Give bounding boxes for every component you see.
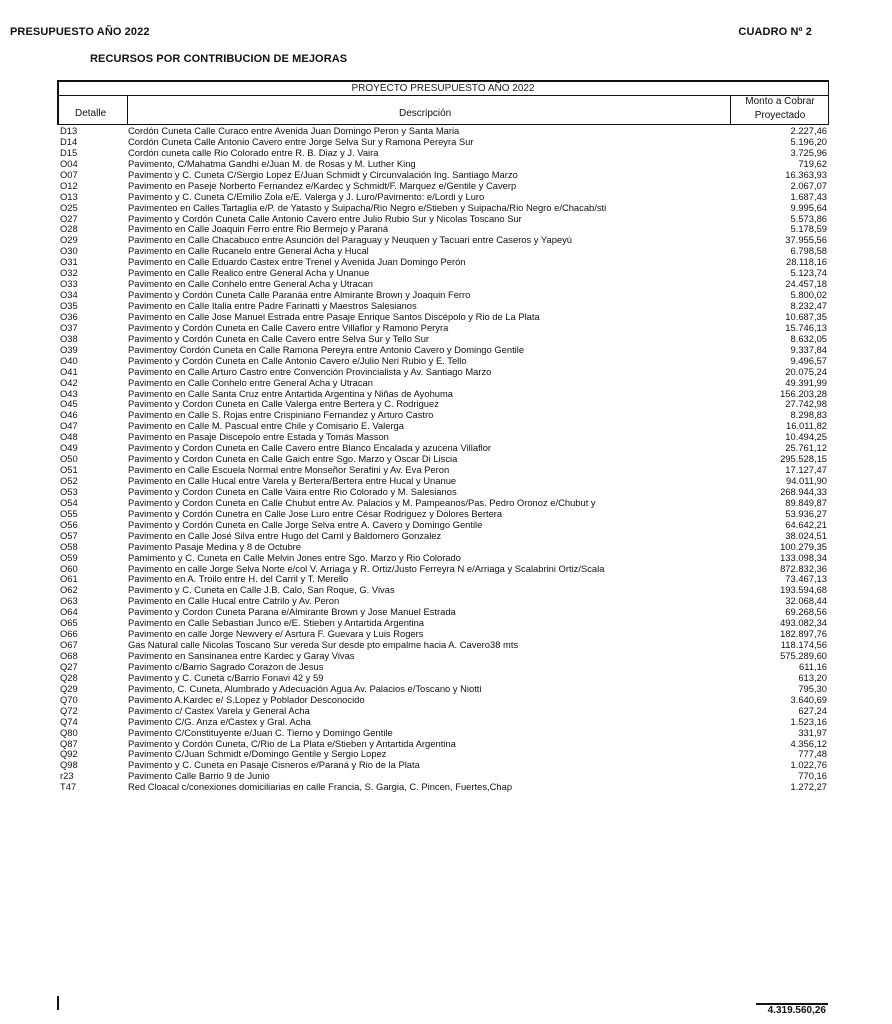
row-amount: 25.761,12 <box>785 442 827 454</box>
row-code: O58 <box>60 540 78 552</box>
row-description: Pavimento C/Constituyente e/Juan C. Tierno y Domingo Gentile <box>128 726 393 738</box>
row-code: O55 <box>60 507 78 519</box>
row-amount: 613,20 <box>798 671 827 683</box>
table-row <box>0 191 892 202</box>
row-description: Pavimenteo en Calles Tartaglia e/P. de Yatasto y Suipacha/Rio Negro e/Stieben y Suipacha/Rio Negro e/Chacab/sti <box>128 201 607 213</box>
table-row <box>0 781 892 792</box>
row-code: O66 <box>60 628 78 640</box>
table-row <box>0 475 892 486</box>
table-row <box>0 333 892 344</box>
table-row <box>0 650 892 661</box>
row-amount: 64.642,21 <box>785 518 827 530</box>
table-row <box>0 486 892 497</box>
row-code: O46 <box>60 409 78 421</box>
row-description: Pamimento y C. Cuneta en Calle Melvin Jones entre Sgo. Marzo y Rio Colorado <box>128 551 461 563</box>
page-title: PRESUPUESTO AÑO 2022 <box>10 26 150 38</box>
row-amount: 69.268,56 <box>785 606 827 618</box>
row-amount: 193.594,68 <box>780 584 827 596</box>
table-row <box>0 738 892 749</box>
row-description: Pavimento y Cordon Cuneta en Calle Cavero entre Blanco Encalada y azucena Villaflor <box>128 442 492 454</box>
row-description: Pavimento A.Kardec e/ S.Lopez y Poblador Desconocido <box>128 693 365 705</box>
row-amount: 1.523,16 <box>790 715 827 727</box>
row-code: O50 <box>60 453 78 465</box>
row-code: O25 <box>60 201 78 213</box>
row-amount: 1.022,76 <box>790 759 827 771</box>
row-code: O63 <box>60 595 78 607</box>
row-description: Pavimento en Calle Realico entre General Acha y Unanue <box>128 267 370 279</box>
table-row <box>0 311 892 322</box>
row-description: Pavimento, C. Cuneta, Alumbrado y Adecuación Agua Av. Palacios e/Toscano y Niotti <box>128 682 482 694</box>
row-amount: 6.798,58 <box>790 245 827 257</box>
table-row <box>0 442 892 453</box>
row-code: O39 <box>60 343 78 355</box>
column-header-descripcion: Descripción <box>399 108 452 119</box>
table-row <box>0 595 892 606</box>
row-description: Pavimento en Calle Eduardo Castex entre Trenel y Avenida Juan Domingo Perón <box>128 256 466 268</box>
row-description: Pavimento en Calle Hucal entre Varela y Bertera/Bertera entre Hucal y Unanue <box>128 475 457 486</box>
table-row <box>0 639 892 650</box>
table-row <box>0 563 892 574</box>
total-amount: 4.319.560,26 <box>767 1005 826 1016</box>
row-amount: 9.995,64 <box>790 201 827 213</box>
row-amount: 493.082,34 <box>780 617 827 629</box>
end-rule <box>57 996 59 1010</box>
cuadro-label: CUADRO Nº 2 <box>738 26 812 38</box>
row-amount: 2.067,07 <box>790 179 827 191</box>
row-amount: 28.118,16 <box>785 256 827 268</box>
row-amount: 20.075,24 <box>785 365 827 377</box>
row-code: D15 <box>60 146 78 158</box>
row-description: Pavimento en Calle Escuela Normal entre Monseñor Serafini y Av. Eva Peron <box>128 464 450 476</box>
row-code: Q92 <box>60 748 78 760</box>
row-code: O51 <box>60 464 78 476</box>
row-amount: 16.011,82 <box>785 420 827 432</box>
row-amount: 872.832,36 <box>780 562 827 574</box>
row-amount: 9.337,84 <box>790 343 827 355</box>
table-row <box>0 748 892 759</box>
row-amount: 295.528,15 <box>780 453 827 465</box>
table-row <box>0 213 892 224</box>
row-description: Pavimento C/G. Anza e/Castex y Gral. Acha <box>128 715 311 727</box>
row-description: Pavimento c/ Castex Varela y General Acha <box>128 704 310 716</box>
row-amount: 770,16 <box>798 770 827 782</box>
table-body <box>0 125 892 792</box>
row-code: O65 <box>60 617 78 629</box>
row-description: Pavimento y C. Cuneta en Pasaje Cisneros e/Paraná y Rio de la Plata <box>128 759 420 771</box>
row-code: O59 <box>60 551 78 563</box>
row-amount: 8.232,47 <box>790 300 827 311</box>
row-amount: 53.936,27 <box>785 507 827 519</box>
row-code: O54 <box>60 496 78 508</box>
row-code: O61 <box>60 573 78 585</box>
table-row <box>0 289 892 300</box>
table-row <box>0 223 892 234</box>
row-code: O28 <box>60 223 78 235</box>
row-amount: 611,16 <box>799 660 827 672</box>
row-amount: 5.178,59 <box>790 223 827 235</box>
row-code: O62 <box>60 584 78 596</box>
row-description: Pavimento en Calle M. Pascual entre Chile y Comisario E. Valerga <box>128 420 404 432</box>
row-description: Pavimento en Calle S. Rojas entre Crispiniano Fernandez y Arturo Castro <box>128 409 434 421</box>
row-code: Q70 <box>60 693 78 705</box>
row-description: Pavimento en calle Jorge Selva Norte e/col V. Arriaga y R. Ortiz/Justo Ferreyra N e/Arriaga y Scalabrini Ortiz/Scala <box>128 562 605 574</box>
row-amount: 32.068,44 <box>785 595 827 607</box>
row-description: Pavimento y Cordon Cuneta Parana e/Almirante Brown y Jose Manuel Estrada <box>128 606 456 618</box>
table-row <box>0 344 892 355</box>
row-description: Pavimento en Calle José Silva entre Hugo del Carril y Baldomero Gonzalez <box>128 529 442 541</box>
row-description: Pavimento y C. Cuneta en Calle J.B. Calo, San Roque, G. Vivas <box>128 584 395 596</box>
row-code: O64 <box>60 606 78 618</box>
table-row <box>0 147 892 158</box>
row-amount: 24.457,18 <box>785 278 827 290</box>
row-description: Pavimento y Cordon Cuneta en Calle Vaira entre Rio Colorado y M. Salesianos <box>128 485 457 497</box>
row-amount: 5.196,20 <box>790 135 827 147</box>
row-code: O41 <box>60 365 78 377</box>
row-code: O45 <box>60 398 78 410</box>
row-description: Pavimento c/Barrio Sagrado Corazon de Jesus <box>128 660 324 672</box>
row-description: Pavimento en Calle Chacabuco entre Asunción del Paraguay y Neuquen y Tacuari entre Caseros y Yapeyú <box>128 234 573 246</box>
row-amount: 94.011,90 <box>785 475 827 486</box>
table-row <box>0 180 892 191</box>
row-description: Pavimento y Cordón Cuneta en Calle Cavero entre Villaflor y Ramono Peryra <box>128 321 449 333</box>
table-row <box>0 377 892 388</box>
row-description: Pavimento y C. Cuneta C/Sergio Lopez E/Juan Schmidt y Circunvalación Ing. Santiago Marzo <box>128 168 518 180</box>
table-row <box>0 431 892 442</box>
table-row <box>0 169 892 180</box>
row-code: O67 <box>60 639 78 651</box>
row-amount: 15.746,13 <box>785 321 827 333</box>
row-description: Pavimento y Cordón Cuneta, C/Rio de La Plata e/Stieben y Antartida Argentina <box>128 737 456 749</box>
row-description: Pavimentoy Cordón Cuneta en Calle Ramona Pereyra entre Antonio Cavero y Domingo Gentile <box>128 343 525 355</box>
table-row <box>0 541 892 552</box>
row-description: Pavimento en Calle Arturo Castro entre Convención Provincialista y Av. Santiago Marzo <box>128 365 492 377</box>
row-description: Pavimento en Pasaje Discepolo entre Estada y Tomás Masson <box>128 431 389 443</box>
table-row <box>0 519 892 530</box>
row-code: Q74 <box>60 715 78 727</box>
row-amount: 1.687,43 <box>790 190 827 202</box>
row-code: r23 <box>60 770 74 782</box>
row-amount: 27.742,98 <box>785 398 827 410</box>
table-row <box>0 278 892 289</box>
table-row <box>0 672 892 683</box>
row-code: O36 <box>60 310 78 322</box>
row-amount: 719,62 <box>798 157 827 169</box>
row-amount: 575.289,60 <box>780 650 827 661</box>
table-row <box>0 234 892 245</box>
row-description: Pavimento en Calle Hucal entre Catrilo y Av. Peron <box>128 595 340 607</box>
row-description: Pavimento en Calle Conhelo entre General Acha y Utracan <box>128 376 373 388</box>
row-amount: 118.174,56 <box>780 639 827 651</box>
row-code: O30 <box>60 245 78 257</box>
row-code: O52 <box>60 475 78 486</box>
table-row <box>0 770 892 781</box>
row-amount: 5.800,02 <box>790 289 827 301</box>
row-amount: 8.298,83 <box>790 409 827 421</box>
table-row <box>0 202 892 213</box>
row-code: O04 <box>60 157 78 169</box>
row-description: Pavimento y Cordón Cuneta en Calle Antonio Cavero e/Julio Neri Rubio y E. Tello <box>128 354 467 366</box>
column-header-monto-line2: Proyectado <box>754 110 806 121</box>
row-code: O57 <box>60 529 78 541</box>
row-code: Q28 <box>60 671 78 683</box>
row-code: O53 <box>60 485 78 497</box>
row-description: Pavimento y Cordón Cuneta en Calle Jorge Selva entre A. Cavero y Domingo Gentile <box>128 518 483 530</box>
row-description: Cordón Cuneta Calle Curaco entre Avenida Juan Domingo Peron y Santa Maria <box>128 125 460 136</box>
row-description: Pavimento en Calle Jose Manuel Estrada entre Pasaje Enrique Santos Discépolo y Rio de La Plata <box>128 310 540 322</box>
row-description: Gas Natural calle Nicolas Toscano Sur vereda Sur desde pto empalme hacia A. Cavero38 mts <box>128 639 519 651</box>
row-code: O38 <box>60 332 78 344</box>
row-description: Pavimento y Cordon Cuneta en Calle Valerga entre Bertera y C. Rodriguez <box>128 398 439 410</box>
row-code: T47 <box>60 781 77 793</box>
table-row <box>0 497 892 508</box>
row-code: O29 <box>60 234 78 246</box>
row-code: O48 <box>60 431 78 443</box>
table-row <box>0 508 892 519</box>
row-code: Q80 <box>60 726 78 738</box>
table-row <box>0 606 892 617</box>
row-amount: 10.687,35 <box>785 310 827 322</box>
table-row <box>0 705 892 716</box>
row-code: O43 <box>60 387 78 399</box>
row-description: Pavimento en Calle Rucanelo entre General Acha y Hucal <box>128 245 369 257</box>
row-amount: 9.496,57 <box>790 354 827 366</box>
row-amount: 73.467,13 <box>785 573 827 585</box>
table-row <box>0 409 892 420</box>
row-amount: 268.944,33 <box>780 485 827 497</box>
row-description: Pavimento y Cordón Cuneta Calle Paranáa entre Almirante Brown y Joaquin Ferro <box>128 289 471 301</box>
row-amount: 182.897,76 <box>780 628 827 640</box>
table-row <box>0 628 892 639</box>
table-row <box>0 716 892 727</box>
row-amount: 4.356,12 <box>790 737 827 749</box>
table-row <box>0 322 892 333</box>
row-description: Pavimento en Sansinanea entre Kardec y Garay Vivas <box>128 650 355 661</box>
row-code: O07 <box>60 168 78 180</box>
table-row <box>0 267 892 278</box>
row-code: O49 <box>60 442 78 454</box>
row-code: Q87 <box>60 737 78 749</box>
row-description: Pavimento en Paseje Norberto Fernandez e/Kardec y Schmidt/F. Marquez e/Gentile y Caverp <box>128 179 517 191</box>
column-header-monto <box>731 96 829 122</box>
row-code: O47 <box>60 420 78 432</box>
table-row <box>0 617 892 628</box>
table-row <box>0 355 892 366</box>
table-row <box>0 366 892 377</box>
row-code: O37 <box>60 321 78 333</box>
row-description: Pavimento en A. Troilo entre H. del Carril y T. Merello <box>128 573 349 585</box>
row-code: O35 <box>60 300 78 311</box>
row-amount: 795,30 <box>798 682 827 694</box>
table-row <box>0 552 892 563</box>
row-description: Pavimento en Calle Sebastian Junco e/E. Stieben y Antartida Argentina <box>128 617 425 629</box>
page-subtitle: RECURSOS POR CONTRIBUCION DE MEJORAS <box>90 53 348 65</box>
row-code: O27 <box>60 212 78 224</box>
row-amount: 16.363,93 <box>785 168 827 180</box>
table-row <box>0 420 892 431</box>
row-description: Pavimento Pasaje Medina y 8 de Octubre <box>128 540 302 552</box>
row-description: Pavimento en Calle Conhelo entre General Acha y Utracan <box>128 278 373 290</box>
table-row <box>0 694 892 705</box>
row-amount: 777,48 <box>798 748 827 760</box>
row-amount: 38.024,51 <box>785 529 827 541</box>
row-description: Cordón cuneta calle Rio Colorado entre R. B. Diaz y J. Vaira <box>128 146 379 158</box>
row-code: O40 <box>60 354 78 366</box>
row-description: Pavimento y Cordon Cuneta en Calle Gaich entre Sgo. Marzo y Oscar Di Liscia <box>128 453 458 465</box>
row-code: D14 <box>60 135 78 147</box>
table-row <box>0 125 892 136</box>
row-amount: 627,24 <box>798 704 827 716</box>
row-amount: 1.272,27 <box>790 781 827 793</box>
row-code: Q29 <box>60 682 78 694</box>
row-amount: 10.494,25 <box>785 431 827 443</box>
row-description: Pavimento en calle Jorge Newvery e/ Asrtura F. Guevara y Luis Rogers <box>128 628 424 640</box>
table-row <box>0 584 892 595</box>
row-description: Pavimento y Cordon Cuneta en Calle Chubut entre Av. Palacios y M. Pampeanos/Pas. Pedro Oronoz e/Chubut y <box>128 496 596 508</box>
row-amount: 133.098,34 <box>780 551 827 563</box>
row-description: Pavimento Calle Barrio 9 de Junio <box>128 770 270 782</box>
row-code: O60 <box>60 562 78 574</box>
row-amount: 331,97 <box>798 726 827 738</box>
row-code: Q98 <box>60 759 78 771</box>
row-amount: 8.632,05 <box>790 332 827 344</box>
row-description: Pavimento y C. Cuneta C/Emilio Zola e/E. Valerga y J. Luro/Pavimento: e/Lordi y Luro <box>128 190 485 202</box>
project-label: PROYECTO PRESUPUESTO AÑO 2022 <box>351 83 535 94</box>
row-code: Q27 <box>60 660 78 672</box>
row-amount: 17.127,47 <box>785 464 827 476</box>
row-amount: 2.227,46 <box>790 125 827 136</box>
table-row <box>0 300 892 311</box>
row-code: O34 <box>60 289 78 301</box>
row-description: Pavimento, C/Mahatma Gandhi e/Juan M. de Rosas y M. Luther King <box>128 157 416 169</box>
row-description: Pavimento C/Juan Schmidt e/Domingo Gentile y Sergio Lopez <box>128 748 387 760</box>
row-code: Q72 <box>60 704 78 716</box>
row-amount: 49.391,99 <box>785 376 827 388</box>
row-description: Pavimento en Calle Joaquin Ferro entre Rio Bermejo y Paraná <box>128 223 389 235</box>
row-amount: 3.640,69 <box>790 693 827 705</box>
row-description: Pavimento y Cordón Cuneta Calle Antonio Cavero entre Julio Rubio Sur y Nicolas Toscano Sur <box>128 212 522 224</box>
table-row <box>0 530 892 541</box>
row-code: D13 <box>60 125 78 136</box>
table-row <box>0 759 892 770</box>
table-row <box>0 158 892 169</box>
row-amount: 156.203,28 <box>780 387 827 399</box>
row-description: Pavimento en Calle Italia entre Padre Farinatti y Maestros Salesianos <box>128 300 417 311</box>
row-code: O32 <box>60 267 78 279</box>
row-code: O33 <box>60 278 78 290</box>
row-description: Cordón Cuneta Calle Antonio Cavero entre Jorge Selva Sur y Ramona Pereyra Sur <box>128 135 474 147</box>
table-row <box>0 136 892 147</box>
row-code: O12 <box>60 179 78 191</box>
column-divider <box>127 95 128 125</box>
row-code: O31 <box>60 256 78 268</box>
column-header-detalle: Detalle <box>75 108 107 119</box>
column-header-monto-line1: Monto a Cobrar <box>745 96 815 107</box>
table-row <box>0 256 892 267</box>
row-description: Pavimento y Cordón Cunetra en Calle Jose Luro entre César Rodriguez y Dolores Bertera <box>128 507 503 519</box>
row-amount: 100.279,35 <box>780 540 827 552</box>
row-description: Pavimento en Calle Santa Cruz entre Antartida Argentina y Niñas de Ayohuma <box>128 387 454 399</box>
row-amount: 37.955,56 <box>785 234 827 246</box>
table-row <box>0 388 892 399</box>
row-description: Pavimento y C. Cuneta c/Barrio Fonavi 42 y 59 <box>128 671 324 683</box>
table-row <box>0 453 892 464</box>
table-row <box>0 245 892 256</box>
project-divider <box>59 95 829 96</box>
table-row <box>0 661 892 672</box>
row-description: Pavimento y Cordón Cuneta en Calle Cavero entre Selva Sur y Tello Sur <box>128 332 430 344</box>
table-row <box>0 683 892 694</box>
table-row <box>0 464 892 475</box>
row-code: O13 <box>60 190 78 202</box>
row-code: O56 <box>60 518 78 530</box>
row-amount: 5.573,86 <box>790 212 827 224</box>
row-amount: 89.849,87 <box>785 496 827 508</box>
row-code: O68 <box>60 650 78 661</box>
table-row <box>0 398 892 409</box>
table-row <box>0 573 892 584</box>
row-amount: 3.725,96 <box>790 146 827 158</box>
row-amount: 5.123,74 <box>790 267 827 279</box>
row-code: O42 <box>60 376 78 388</box>
row-description: Red Cloacal c/conexiones domiciliarias en calle Francia, S. Gargia, C. Pincen, Fuertes,Chap <box>128 781 513 793</box>
table-row <box>0 727 892 738</box>
